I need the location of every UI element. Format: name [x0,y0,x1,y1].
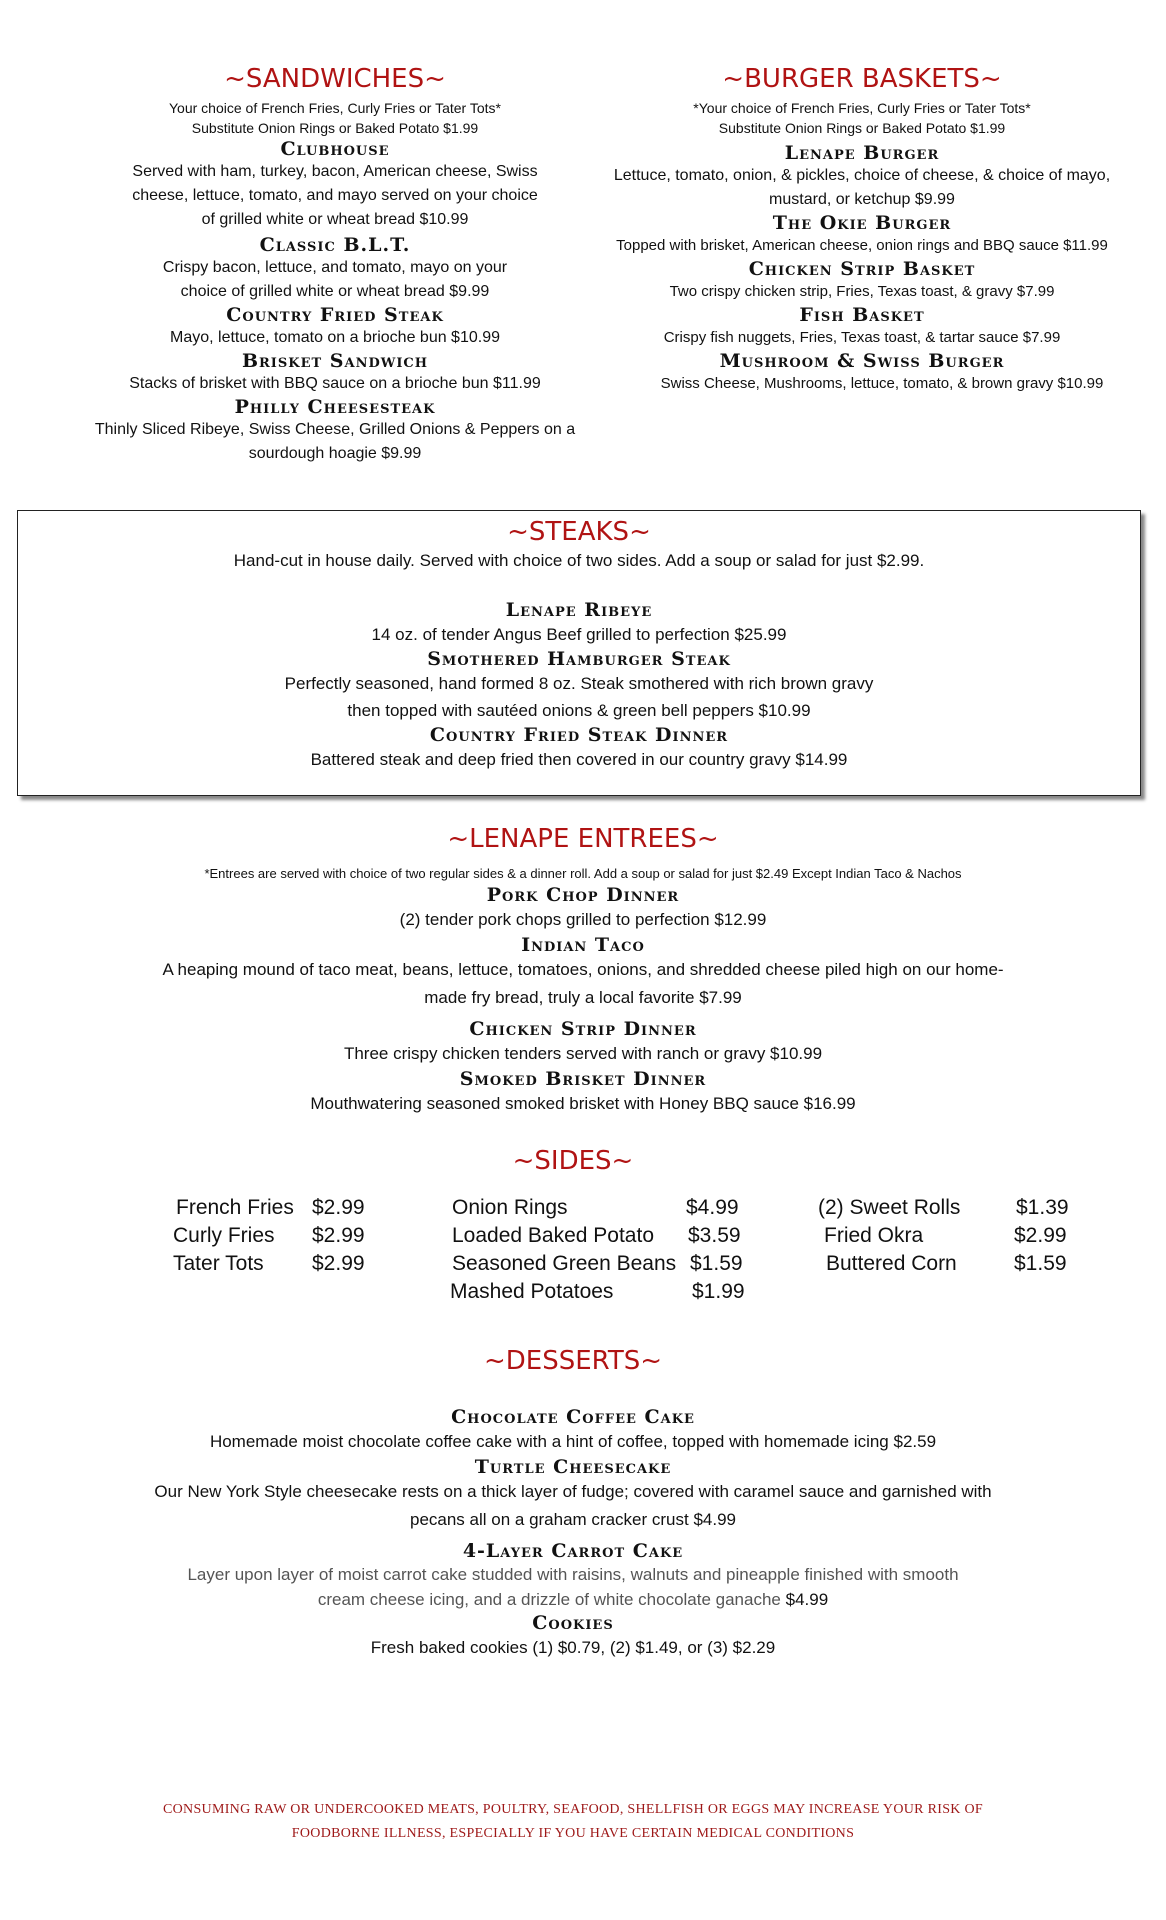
side-price: $1.59 [1014,1252,1067,1275]
item-desc: Lettuce, tomato, onion, & pickles, choice of cheese, & choice of mayo, [613,167,1111,184]
item-name: Mushroom & Swiss Burger [719,350,1005,372]
item-desc: Swiss Cheese, Mushrooms, lettuce, tomato, & brown gravy $10.99 [660,375,1104,392]
item-name: Turtle Cheesecake [474,1456,672,1478]
item-desc: Mayo, lettuce, tomato on a brioche bun $10.99 [170,329,500,346]
item-desc: sourdough hoagie $9.99 [248,445,422,462]
item-desc: Our New York Style cheesecake rests on a thick layer of fudge; covered with caramel sauce and garnished with [154,1482,992,1501]
item-name: Pork Chop Dinner [486,884,680,906]
item-desc: Homemade moist chocolate coffee cake with a hint of coffee, topped with homemade icing $2.59 [209,1432,937,1451]
side-price: $1.59 [690,1252,743,1275]
item-desc: Layer upon layer of moist carrot cake studded with raisins, walnuts and pineapple finished with smooth [187,1565,959,1584]
item-name: Smoked Brisket Dinner [459,1068,707,1090]
item-desc: A heaping mound of taco meat, beans, lettuce, tomatoes, onions, and shredded cheese piled high on our home- [162,960,1004,979]
sides-list [0,1196,1166,1316]
item-name: Cookies [532,1612,614,1634]
side-name: Loaded Baked Potato [452,1224,655,1247]
desserts-section [40,1346,1106,1662]
item-name: Fish Basket [799,304,925,326]
warning-line: CONSUMING RAW OR UNDERCOOKED MEATS, POULTRY, SEAFOOD, SHELLFISH OR EGGS MAY INCREASE YOUR RISK OF [163,1802,983,1817]
item-desc: Fresh baked cookies (1) $0.79, (2) $1.49, or (3) $2.29 [370,1638,776,1657]
item-desc: Crispy bacon, lettuce, and tomato, mayo on your [162,259,508,276]
item-desc-with-price [40,1587,1106,1612]
entrees-section [40,824,1126,1118]
side-name: Seasoned Green Beans [452,1252,677,1275]
item-name: Country Fried Steak Dinner [429,724,729,746]
side-name: Fried Okra [824,1224,924,1247]
side-name: French Fries [176,1196,294,1219]
sandwiches-title: ~SANDWICHES~ [224,64,446,94]
side-name: Tater Tots [173,1252,264,1275]
item-name: Chicken Strip Basket [748,258,976,280]
item-name: Country Fried Steak [226,304,444,326]
steaks-section [17,510,1141,796]
item-desc: pecans all on a graham cracker crust $4.99 [409,1510,736,1529]
item-name: Classic B.L.T. [259,234,411,256]
item-name: Philly Cheesesteak [234,396,436,418]
item-name: Lenape Burger [784,142,940,164]
side-name: Curly Fries [173,1224,275,1247]
item-desc: cheese, lettuce, tomato, and mayo served on your choice [132,187,538,204]
side-price: $3.59 [688,1224,741,1247]
side-price: $1.99 [692,1280,745,1303]
item-desc: of grilled white or wheat bread $10.99 [201,211,469,228]
sandwiches-note-2: Substitute Onion Rings or Baked Potato $1.99 [191,120,479,136]
item-name: Indian Taco [521,934,645,956]
item-name: Clubhouse [280,138,390,160]
item-desc: mustard, or ketchup $9.99 [769,191,955,208]
item-desc: Mouthwatering seasoned smoked brisket with Honey BBQ sauce $16.99 [310,1094,856,1113]
burgers-note-1: *Your choice of French Fries, Curly Fries or Tater Tots* [693,100,1031,116]
sandwiches-note-1: Your choice of French Fries, Curly Fries or Tater Tots* [169,100,501,116]
health-warning [40,1798,1106,1846]
item-desc: Stacks of brisket with BBQ sauce on a brioche bun $11.99 [129,375,541,392]
item-name: The Okie Burger [772,212,952,234]
burgers-section [592,64,1132,396]
item-desc: Two crispy chicken strip, Fries, Texas toast, & gravy $7.99 [669,283,1055,300]
item-desc: 14 oz. of tender Angus Beef grilled to perfection $25.99 [371,625,787,644]
entrees-note: *Entrees are served with choice of two regular sides & a dinner roll. Add a soup or salad for just $2.49 Except Indian Taco & Nachos [204,866,962,881]
side-name: (2) Sweet Rolls [818,1196,961,1219]
item-desc: Three crispy chicken tenders served with ranch or gravy $10.99 [343,1044,823,1063]
item-name: Brisket Sandwich [241,350,429,372]
side-name: Buttered Corn [826,1252,957,1275]
item-desc: then topped with sautéed onions & green bell peppers $10.99 [347,701,811,720]
side-price: $2.99 [312,1196,365,1219]
item-name: Chicken Strip Dinner [469,1018,697,1040]
item-name: 4-Layer Carrot Cake [462,1540,684,1562]
side-price: $2.99 [312,1224,365,1247]
item-desc: choice of grilled white or wheat bread $9.99 [180,283,490,300]
side-price: $4.99 [686,1196,739,1219]
entrees-title: ~LENAPE ENTREES~ [447,824,719,854]
item-desc: (2) tender pork chops grilled to perfection $12.99 [399,910,767,929]
sandwiches-section [60,64,610,466]
item-desc: Battered steak and deep fried then covered in our country gravy $14.99 [310,750,848,769]
burgers-note-2: Substitute Onion Rings or Baked Potato $1.99 [718,120,1006,136]
item-name: Lenape Ribeye [505,599,653,621]
item-desc: Crispy fish nuggets, Fries, Texas toast, & tartar sauce $7.99 [663,329,1061,346]
item-price: $4.99 [785,1590,829,1609]
item-desc: Perfectly seasoned, hand formed 8 oz. Steak smothered with rich brown gravy [284,674,874,693]
item-desc: Thinly Sliced Ribeye, Swiss Cheese, Grilled Onions & Peppers on a [94,421,576,438]
side-price: $1.39 [1016,1196,1069,1219]
item-desc: made fry bread, truly a local favorite $7.99 [424,988,742,1007]
warning-line: FOODBORNE ILLNESS, ESPECIALLY IF YOU HAVE CERTAIN MEDICAL CONDITIONS [291,1826,855,1841]
item-name: Smothered Hamburger Steak [427,648,731,670]
steaks-title: ~STEAKS~ [507,517,651,547]
item-desc: Topped with brisket, American cheese, onion rings and BBQ sauce $11.99 [616,237,1108,254]
side-price: $2.99 [312,1252,365,1275]
sides-title: ~SIDES~ [512,1146,634,1176]
side-price: $2.99 [1014,1224,1067,1247]
side-name: Mashed Potatoes [450,1280,614,1303]
side-name: Onion Rings [452,1196,568,1219]
item-name: Chocolate Coffee Cake [451,1406,695,1428]
desserts-title: ~DESSERTS~ [483,1346,662,1376]
item-desc: Served with ham, turkey, bacon, American cheese, Swiss [132,163,538,180]
steaks-note: Hand-cut in house daily. Served with choice of two sides. Add a soup or salad for just $2.99. [233,551,925,570]
item-desc: cream cheese icing, and a drizzle of white chocolate ganache [317,1590,781,1609]
burgers-title: ~BURGER BASKETS~ [722,64,1002,94]
